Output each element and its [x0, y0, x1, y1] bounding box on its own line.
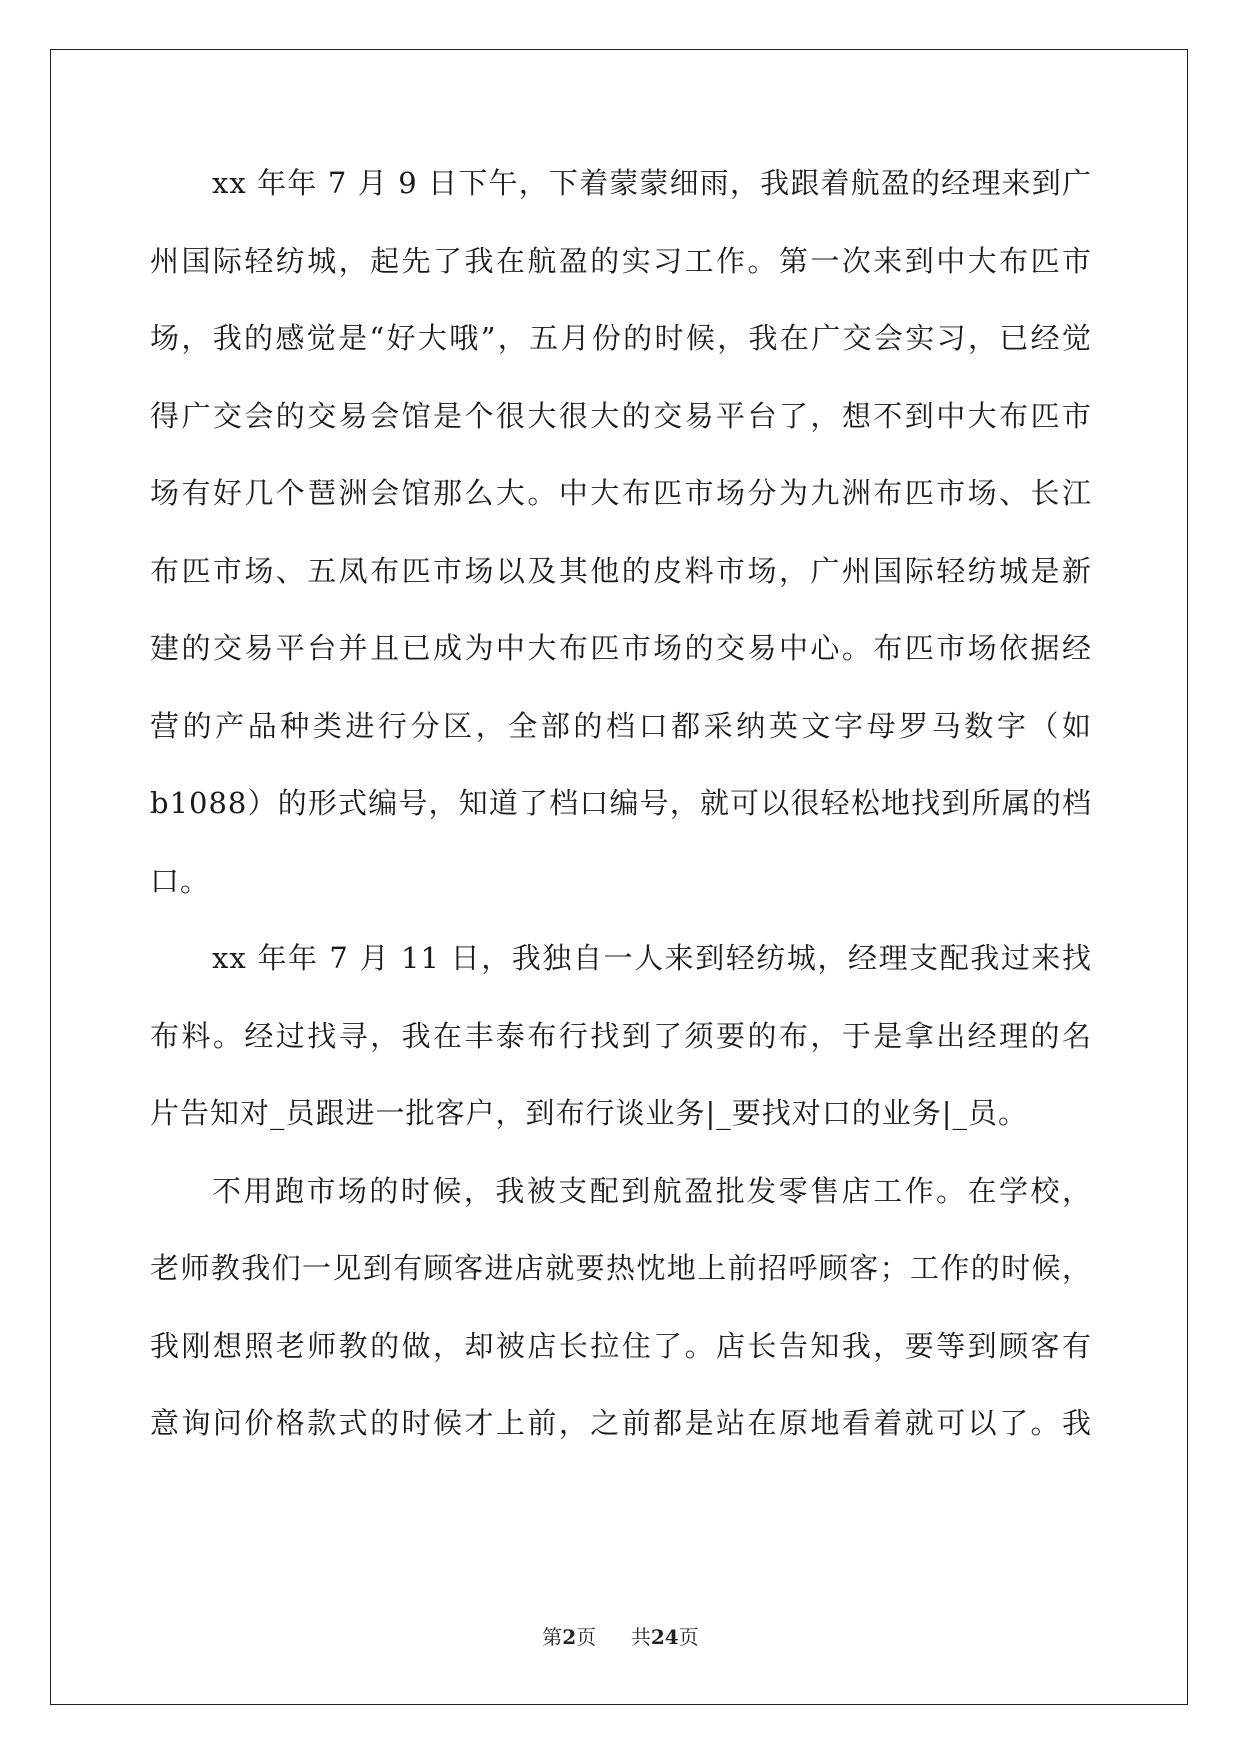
document-body	[150, 145, 1092, 1463]
footer-page-number: 2	[562, 1625, 577, 1649]
paragraph-1-line-3: 场，我的感觉是“好大哦”，五月份的时候，我在广交会实习，已经觉	[150, 321, 1092, 355]
paragraph-2-line-3: 片告知对_员跟进一批客户，到布行谈业务|_要找对口的业务|_员。	[150, 1096, 1029, 1130]
paragraph-2-line-1: xx 年年 7 月 11 日，我独自一人来到轻纺城，经理支配我过来找	[212, 941, 1092, 975]
footer-page-suffix: 页	[576, 1625, 597, 1649]
paragraph-1-line-9: b1088）的形式编号，知道了档口编号，就可以很轻松地找到所属的档	[150, 786, 1092, 820]
paragraph-3-line-1: 不用跑市场的时候，我被支配到航盈批发零售店工作。在学校，	[212, 1173, 1092, 1208]
paragraph-1-line-10: 口。	[150, 863, 211, 898]
page-footer	[0, 1624, 1241, 1650]
paragraph-1-line-2: 州国际轻纺城，起先了我在航盈的实习工作。第一次来到中大布匹市	[150, 243, 1092, 278]
paragraph-2-line-2: 布料。经过找寻，我在丰泰布行找到了须要的布，于是拿出经理的名	[150, 1018, 1092, 1053]
paragraph-3-line-2: 老师教我们一见到有顾客进店就要热忱地上前招呼顾客；工作的时候，	[150, 1251, 1092, 1285]
paragraph-1-line-1: xx 年年 7 月 9 日下午，下着蒙蒙细雨，我跟着航盈的经理来到广	[212, 166, 1092, 200]
footer-page-prefix: 第	[542, 1625, 563, 1649]
paragraph-3-line-3: 我刚想照老师教的做，却被店长拉住了。店长告知我，要等到顾客有	[150, 1328, 1092, 1363]
footer-total-suffix: 页	[678, 1625, 699, 1649]
footer-total-number: 24	[650, 1625, 679, 1649]
paragraph-3-line-4: 意询问价格款式的时候才上前，之前都是站在原地看着就可以了。我	[150, 1406, 1092, 1440]
paragraph-1-line-8: 营的产品种类进行分区，全部的档口都采纳英文字母罗马数字（如	[150, 708, 1092, 743]
paragraph-1-line-7: 建的交易平台并且已成为中大布匹市场的交易中心。布匹市场依据经	[150, 631, 1092, 665]
paragraph-1-line-6: 布匹市场、五凤布匹市场以及其他的皮料市场，广州国际轻纺城是新	[150, 553, 1092, 588]
paragraph-1-line-5: 场有好几个琶洲会馆那么大。中大布匹市场分为九洲布匹市场、长江	[150, 476, 1092, 510]
footer-total-prefix: 共	[630, 1625, 651, 1649]
paragraph-1-line-4: 得广交会的交易会馆是个很大很大的交易平台了，想不到中大布匹市	[150, 398, 1092, 433]
